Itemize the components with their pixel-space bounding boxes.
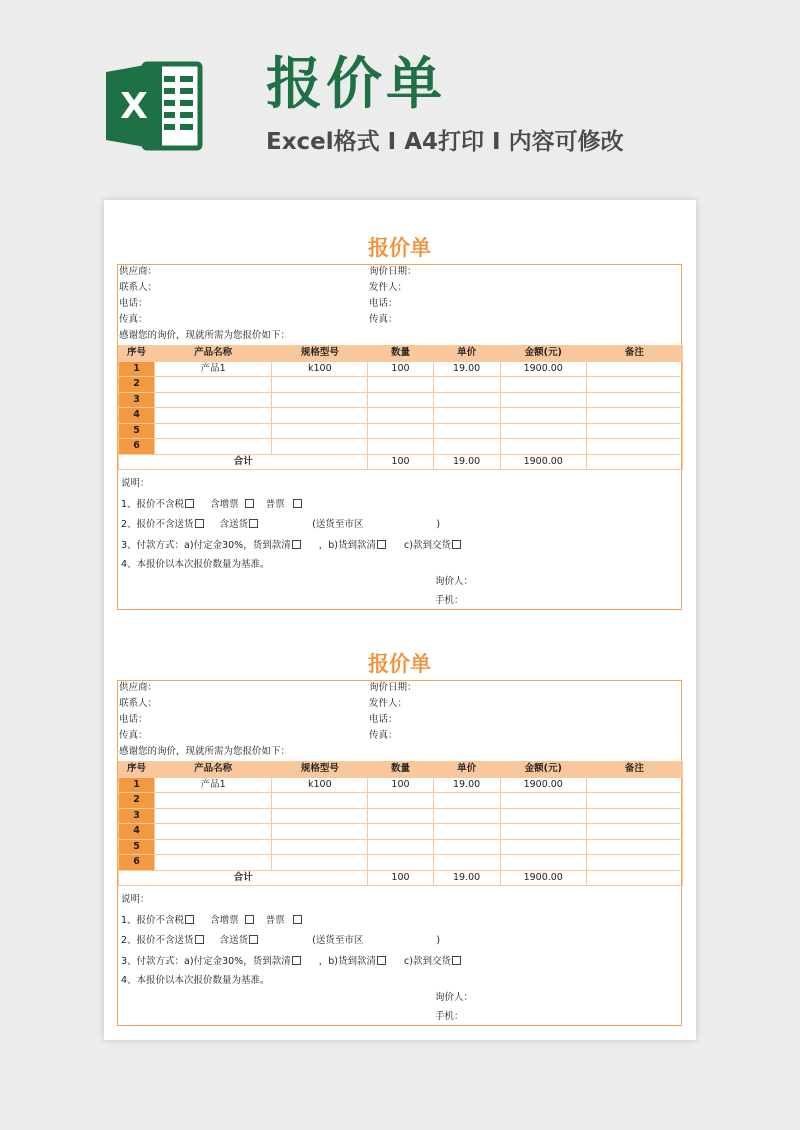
quote-table <box>118 761 683 886</box>
column-header: 金额(元) <box>500 762 586 778</box>
row-number-cell: 6 <box>119 439 155 455</box>
table-row <box>119 408 683 424</box>
fax-label-right: 传真： <box>369 314 398 325</box>
model-cell[interactable] <box>272 855 368 871</box>
phone-label: 电话： <box>119 714 148 725</box>
note-text: c)款到交货 <box>404 540 451 551</box>
unit-price-cell[interactable]: 19.00 <box>433 777 500 793</box>
unit-price-cell[interactable] <box>433 855 500 871</box>
quantity-cell[interactable] <box>368 855 433 871</box>
product-name-cell[interactable] <box>155 855 272 871</box>
mobile-label: 手机： <box>435 1011 464 1022</box>
note-line-2 <box>121 518 440 532</box>
amount-cell[interactable] <box>500 377 586 393</box>
remark-cell[interactable] <box>586 392 682 408</box>
row-number-cell: 2 <box>119 793 155 809</box>
amount-cell[interactable] <box>500 408 586 424</box>
column-header: 规格型号 <box>272 762 368 778</box>
model-cell[interactable] <box>272 793 368 809</box>
model-cell[interactable] <box>272 439 368 455</box>
amount-cell[interactable] <box>500 824 586 840</box>
notes-heading: 说明： <box>121 478 150 489</box>
amount-cell[interactable] <box>500 392 586 408</box>
quote-form <box>117 208 682 610</box>
checkbox[interactable] <box>292 540 301 549</box>
total-amount[interactable]: 1900.00 <box>500 454 586 470</box>
row-number-cell: 2 <box>119 377 155 393</box>
note-text: (送货至市区 <box>312 519 364 530</box>
row-number-cell: 3 <box>119 808 155 824</box>
remark-cell[interactable] <box>586 777 682 793</box>
note-text: 含送货 <box>219 519 249 530</box>
table-row <box>119 392 683 408</box>
checkbox[interactable] <box>185 915 194 924</box>
note-text: ) <box>436 935 441 946</box>
model-cell[interactable]: k100 <box>272 777 368 793</box>
product-name-cell[interactable] <box>155 793 272 809</box>
table-header-row <box>119 762 683 778</box>
note-text: 2、报价不含送货 <box>121 935 194 946</box>
total-price[interactable]: 19.00 <box>433 870 500 886</box>
product-name-cell[interactable] <box>155 824 272 840</box>
note-text: 1、报价不含税 <box>121 499 185 510</box>
checkbox[interactable] <box>293 499 302 508</box>
unit-price-cell[interactable] <box>433 408 500 424</box>
unit-price-cell[interactable] <box>433 392 500 408</box>
amount-cell[interactable] <box>500 793 586 809</box>
remark-cell[interactable] <box>586 808 682 824</box>
model-cell[interactable] <box>272 408 368 424</box>
note-text: (送货至市区 <box>312 935 364 946</box>
document-page <box>104 200 696 1040</box>
amount-cell[interactable] <box>500 439 586 455</box>
unit-price-cell[interactable] <box>433 839 500 855</box>
product-name-cell[interactable]: 产品1 <box>155 361 272 377</box>
product-name-cell[interactable] <box>155 439 272 455</box>
fax-label: 传真： <box>119 314 148 325</box>
note-text: 3、付款方式：a)付定金30%，货到款清 <box>121 956 291 967</box>
column-header: 备注 <box>586 762 682 778</box>
model-cell[interactable] <box>272 392 368 408</box>
amount-cell[interactable] <box>500 839 586 855</box>
product-name-cell[interactable] <box>155 392 272 408</box>
intro-text: 感谢您的询价，现就所需为您报价如下： <box>119 330 291 341</box>
phone-label-right: 电话： <box>369 714 398 725</box>
intro-text: 感谢您的询价，现就所需为您报价如下： <box>119 746 291 757</box>
table-body <box>119 777 683 870</box>
checkbox[interactable] <box>452 540 461 549</box>
note-line-4: 4、本报价以本次报价数量为基准。 <box>121 975 270 986</box>
sender-label: 发件人： <box>369 282 408 293</box>
total-row <box>119 454 683 470</box>
supplier-label: 供应商： <box>119 682 158 693</box>
note-line-3 <box>121 955 464 969</box>
total-row <box>119 870 683 886</box>
unit-price-cell[interactable] <box>433 423 500 439</box>
row-number-cell: 1 <box>119 777 155 793</box>
mobile-label: 手机： <box>435 595 464 606</box>
unit-price-cell[interactable] <box>433 808 500 824</box>
column-header: 单价 <box>433 346 500 362</box>
notes-heading: 说明： <box>121 894 150 905</box>
note-text: 含送货 <box>219 935 249 946</box>
quantity-cell[interactable] <box>368 392 433 408</box>
amount-cell[interactable]: 1900.00 <box>500 777 586 793</box>
note-text: 含增票 <box>210 915 239 926</box>
sender-label: 发件人： <box>369 698 408 709</box>
logo-letter: X <box>120 86 148 127</box>
total-remark[interactable] <box>586 454 682 470</box>
table-row <box>119 361 683 377</box>
checkbox[interactable] <box>377 956 386 965</box>
table-row <box>119 439 683 455</box>
note-text: ) <box>436 519 441 530</box>
quantity-cell[interactable]: 100 <box>368 361 433 377</box>
note-line-1 <box>121 498 305 512</box>
table-body <box>119 361 683 454</box>
row-number-cell: 5 <box>119 423 155 439</box>
amount-cell[interactable] <box>500 423 586 439</box>
table-row <box>119 824 683 840</box>
note-text: 1、报价不含税 <box>121 915 185 926</box>
form-box <box>117 680 682 1026</box>
amount-cell[interactable] <box>500 808 586 824</box>
note-text: 普票 <box>265 499 285 510</box>
phone-label: 电话： <box>119 298 148 309</box>
column-header: 备注 <box>586 346 682 362</box>
table-row <box>119 808 683 824</box>
amount-cell[interactable]: 1900.00 <box>500 361 586 377</box>
form-title: 报价单 <box>368 652 431 676</box>
fax-label: 传真： <box>119 730 148 741</box>
table-header-row <box>119 346 683 362</box>
checkbox[interactable] <box>249 519 258 528</box>
inquirer-label: 询价人： <box>435 576 474 587</box>
page-subtitle: Excel格式 I A4打印 I 内容可修改 <box>266 129 624 155</box>
model-cell[interactable] <box>272 423 368 439</box>
checkbox[interactable] <box>377 540 386 549</box>
model-cell[interactable] <box>272 377 368 393</box>
note-line-4: 4、本报价以本次报价数量为基准。 <box>121 559 270 570</box>
model-cell[interactable] <box>272 824 368 840</box>
unit-price-cell[interactable] <box>433 377 500 393</box>
checkbox[interactable] <box>452 956 461 965</box>
remark-cell[interactable] <box>586 824 682 840</box>
checkbox[interactable] <box>195 519 204 528</box>
column-header: 规格型号 <box>272 346 368 362</box>
product-name-cell[interactable] <box>155 839 272 855</box>
note-text: ，b)货到款清 <box>318 956 376 967</box>
column-header: 数量 <box>368 346 433 362</box>
note-line-2 <box>121 934 440 948</box>
row-number-cell: 3 <box>119 392 155 408</box>
note-text: 3、付款方式：a)付定金30%，货到款清 <box>121 540 291 551</box>
column-header: 数量 <box>368 762 433 778</box>
product-name-cell[interactable] <box>155 377 272 393</box>
model-cell[interactable]: k100 <box>272 361 368 377</box>
column-header: 产品名称 <box>155 762 272 778</box>
checkbox[interactable] <box>249 935 258 944</box>
remark-cell[interactable] <box>586 439 682 455</box>
checkbox[interactable] <box>292 956 301 965</box>
inquiry-date-label: 询价日期： <box>369 682 417 693</box>
note-text: 含增票 <box>210 499 239 510</box>
contact-label: 联系人： <box>119 698 158 709</box>
remark-cell[interactable] <box>586 377 682 393</box>
total-qty[interactable]: 100 <box>368 454 433 470</box>
quantity-cell[interactable] <box>368 408 433 424</box>
row-number-cell: 4 <box>119 408 155 424</box>
table-row <box>119 377 683 393</box>
remark-cell[interactable] <box>586 361 682 377</box>
checkbox[interactable] <box>245 499 254 508</box>
product-name-cell[interactable] <box>155 408 272 424</box>
checkbox[interactable] <box>185 499 194 508</box>
column-header: 序号 <box>119 762 155 778</box>
remark-cell[interactable] <box>586 793 682 809</box>
total-label: 合计 <box>119 870 368 886</box>
note-line-3 <box>121 539 464 553</box>
quantity-cell[interactable] <box>368 793 433 809</box>
checkbox[interactable] <box>293 915 302 924</box>
quantity-cell[interactable] <box>368 423 433 439</box>
unit-price-cell[interactable] <box>433 824 500 840</box>
total-price[interactable]: 19.00 <box>433 454 500 470</box>
checkbox[interactable] <box>195 935 204 944</box>
quantity-cell[interactable] <box>368 824 433 840</box>
row-number-cell: 4 <box>119 824 155 840</box>
note-text: ，b)货到款清 <box>318 540 376 551</box>
quantity-cell[interactable] <box>368 808 433 824</box>
remark-cell[interactable] <box>586 839 682 855</box>
remark-cell[interactable] <box>586 855 682 871</box>
total-label: 合计 <box>119 454 368 470</box>
excel-logo-icon <box>104 58 204 154</box>
supplier-label: 供应商： <box>119 266 158 277</box>
note-text: 2、报价不含送货 <box>121 519 194 530</box>
column-header: 单价 <box>433 762 500 778</box>
form-title: 报价单 <box>368 236 431 260</box>
product-name-cell[interactable] <box>155 423 272 439</box>
quantity-cell[interactable]: 100 <box>368 777 433 793</box>
quote-table <box>118 345 683 470</box>
column-header: 产品名称 <box>155 346 272 362</box>
unit-price-cell[interactable] <box>433 439 500 455</box>
page-header <box>0 0 800 200</box>
page-title: 报价单 <box>266 52 446 117</box>
total-qty[interactable]: 100 <box>368 870 433 886</box>
checkbox[interactable] <box>245 915 254 924</box>
quantity-cell[interactable] <box>368 377 433 393</box>
column-header: 序号 <box>119 346 155 362</box>
product-name-cell[interactable]: 产品1 <box>155 777 272 793</box>
row-number-cell: 1 <box>119 361 155 377</box>
quote-form <box>117 624 682 1026</box>
unit-price-cell[interactable] <box>433 793 500 809</box>
quantity-cell[interactable] <box>368 439 433 455</box>
fax-label-right: 传真： <box>369 730 398 741</box>
total-amount[interactable]: 1900.00 <box>500 870 586 886</box>
product-name-cell[interactable] <box>155 808 272 824</box>
inquiry-date-label: 询价日期： <box>369 266 417 277</box>
table-row <box>119 423 683 439</box>
model-cell[interactable] <box>272 839 368 855</box>
row-number-cell: 5 <box>119 839 155 855</box>
phone-label-right: 电话： <box>369 298 398 309</box>
note-text: c)款到交货 <box>404 956 451 967</box>
quantity-cell[interactable] <box>368 839 433 855</box>
table-row <box>119 777 683 793</box>
remark-cell[interactable] <box>586 408 682 424</box>
form-box <box>117 264 682 610</box>
unit-price-cell[interactable]: 19.00 <box>433 361 500 377</box>
table-row <box>119 793 683 809</box>
note-text: 普票 <box>265 915 285 926</box>
row-number-cell: 6 <box>119 855 155 871</box>
remark-cell[interactable] <box>586 423 682 439</box>
model-cell[interactable] <box>272 808 368 824</box>
note-line-1 <box>121 914 305 928</box>
contact-label: 联系人： <box>119 282 158 293</box>
table-row <box>119 855 683 871</box>
table-row <box>119 839 683 855</box>
column-header: 金额(元) <box>500 346 586 362</box>
inquirer-label: 询价人： <box>435 992 474 1003</box>
total-remark[interactable] <box>586 870 682 886</box>
amount-cell[interactable] <box>500 855 586 871</box>
